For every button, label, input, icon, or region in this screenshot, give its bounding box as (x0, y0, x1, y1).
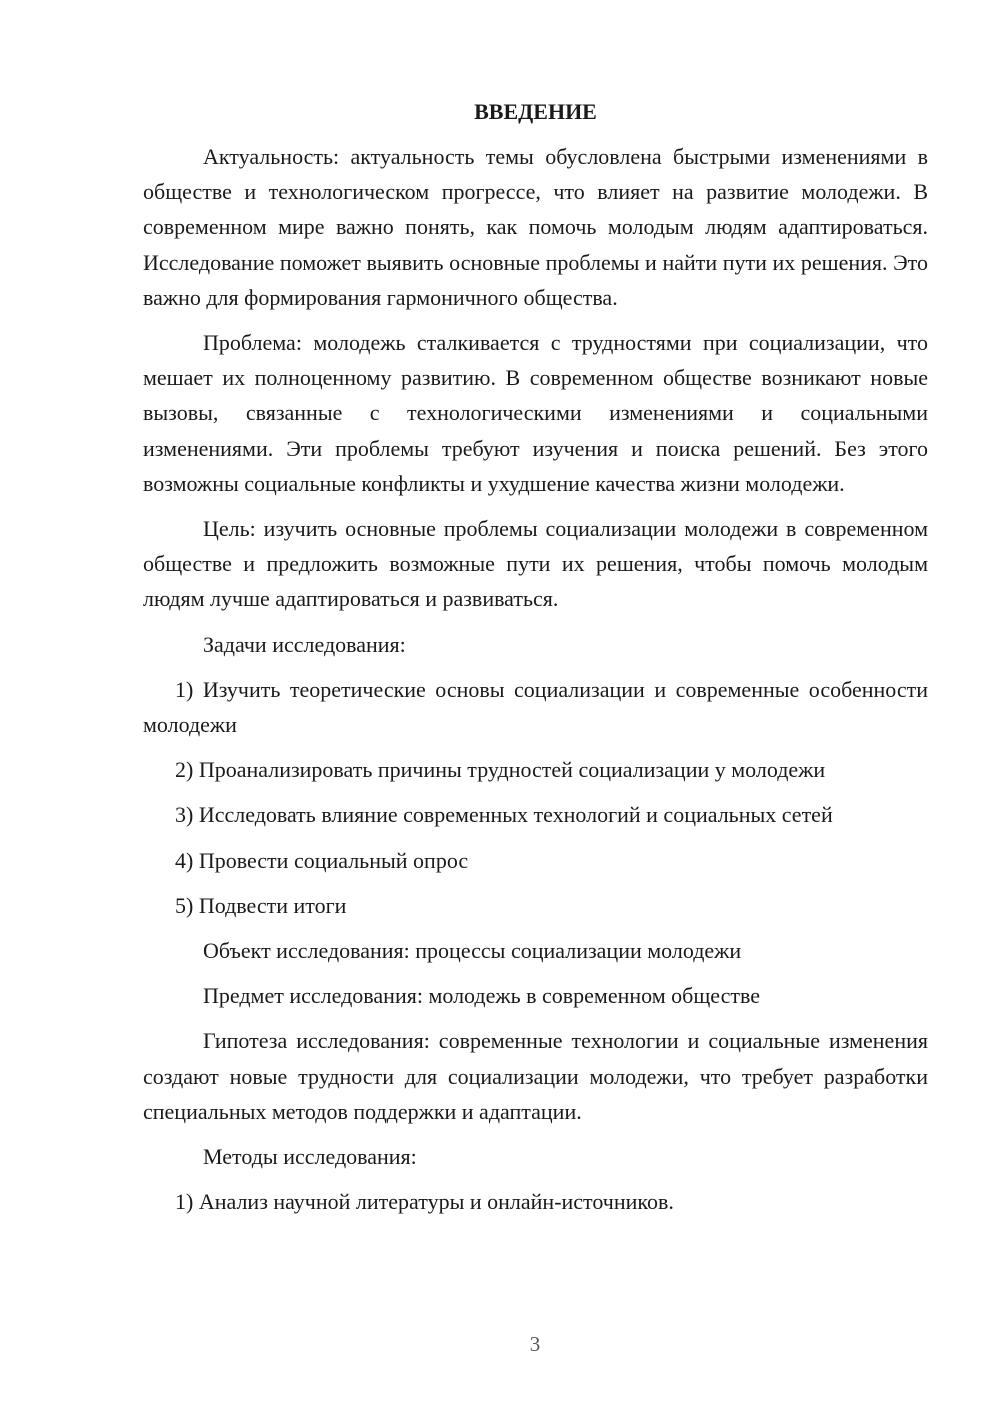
paragraph-object: Объект исследования: процессы социализации молодежи (203, 938, 742, 964)
section-title: ВВЕДЕНИЕ (474, 99, 597, 124)
task-item-1: 1) Изучить теоретические основы социализации и современные особенности молодежи (143, 676, 928, 738)
paragraph-hypothesis: Гипотеза исследования: современные технологии и социальные изменения создают новые трудности для социализации молодежи, что требует разработки специальных методов поддержки и адаптации. (143, 1028, 928, 1124)
methods-heading: Методы исследования: (203, 1144, 417, 1170)
paragraph-problem: Проблема: молодежь сталкивается с трудностями при социализации, что мешает их полноценному развитию. В современном обществе возникают новые вызовы, связанные с технологическими изменениями и социальными изменениями. Эти проблемы требуют изучения и поиска решений. Без этого возможны социальные конфликты и ухудшение качества жизни молодежи. (143, 330, 928, 496)
paragraph-goal: Цель: изучить основные проблемы социализации молодежи в современном обществе и предложить возможные пути их решения, чтобы помочь молодым людям лучше адаптироваться и развиваться. (143, 516, 928, 612)
task-item-3: 3) Исследовать влияние современных технологий и социальных сетей (175, 802, 833, 828)
method-item-1: 1) Анализ научной литературы и онлайн-источников. (175, 1189, 674, 1215)
task-item-5: 5) Подвести итоги (175, 892, 347, 918)
page-number: 3 (529, 1332, 541, 1356)
task-item-2: 2) Проанализировать причины трудностей социализации у молодежи (175, 757, 826, 783)
tasks-heading: Задачи исследования: (203, 631, 406, 657)
document-page (143, 94, 928, 1229)
paragraph-subject: Предмет исследования: молодежь в современном обществе (203, 983, 761, 1009)
paragraph-relevance: Актуальность: актуальность темы обусловлена быстрыми изменениями в обществе и технологическом прогрессе, что влияет на развитие молодежи. В современном мире важно понять, как помочь молодым людям адаптироваться. Исследование поможет выявить основные проблемы и найти пути их решения. Это важно для формирования гармоничного общества. (143, 144, 928, 310)
task-item-4: 4) Провести социальный опрос (175, 847, 469, 873)
